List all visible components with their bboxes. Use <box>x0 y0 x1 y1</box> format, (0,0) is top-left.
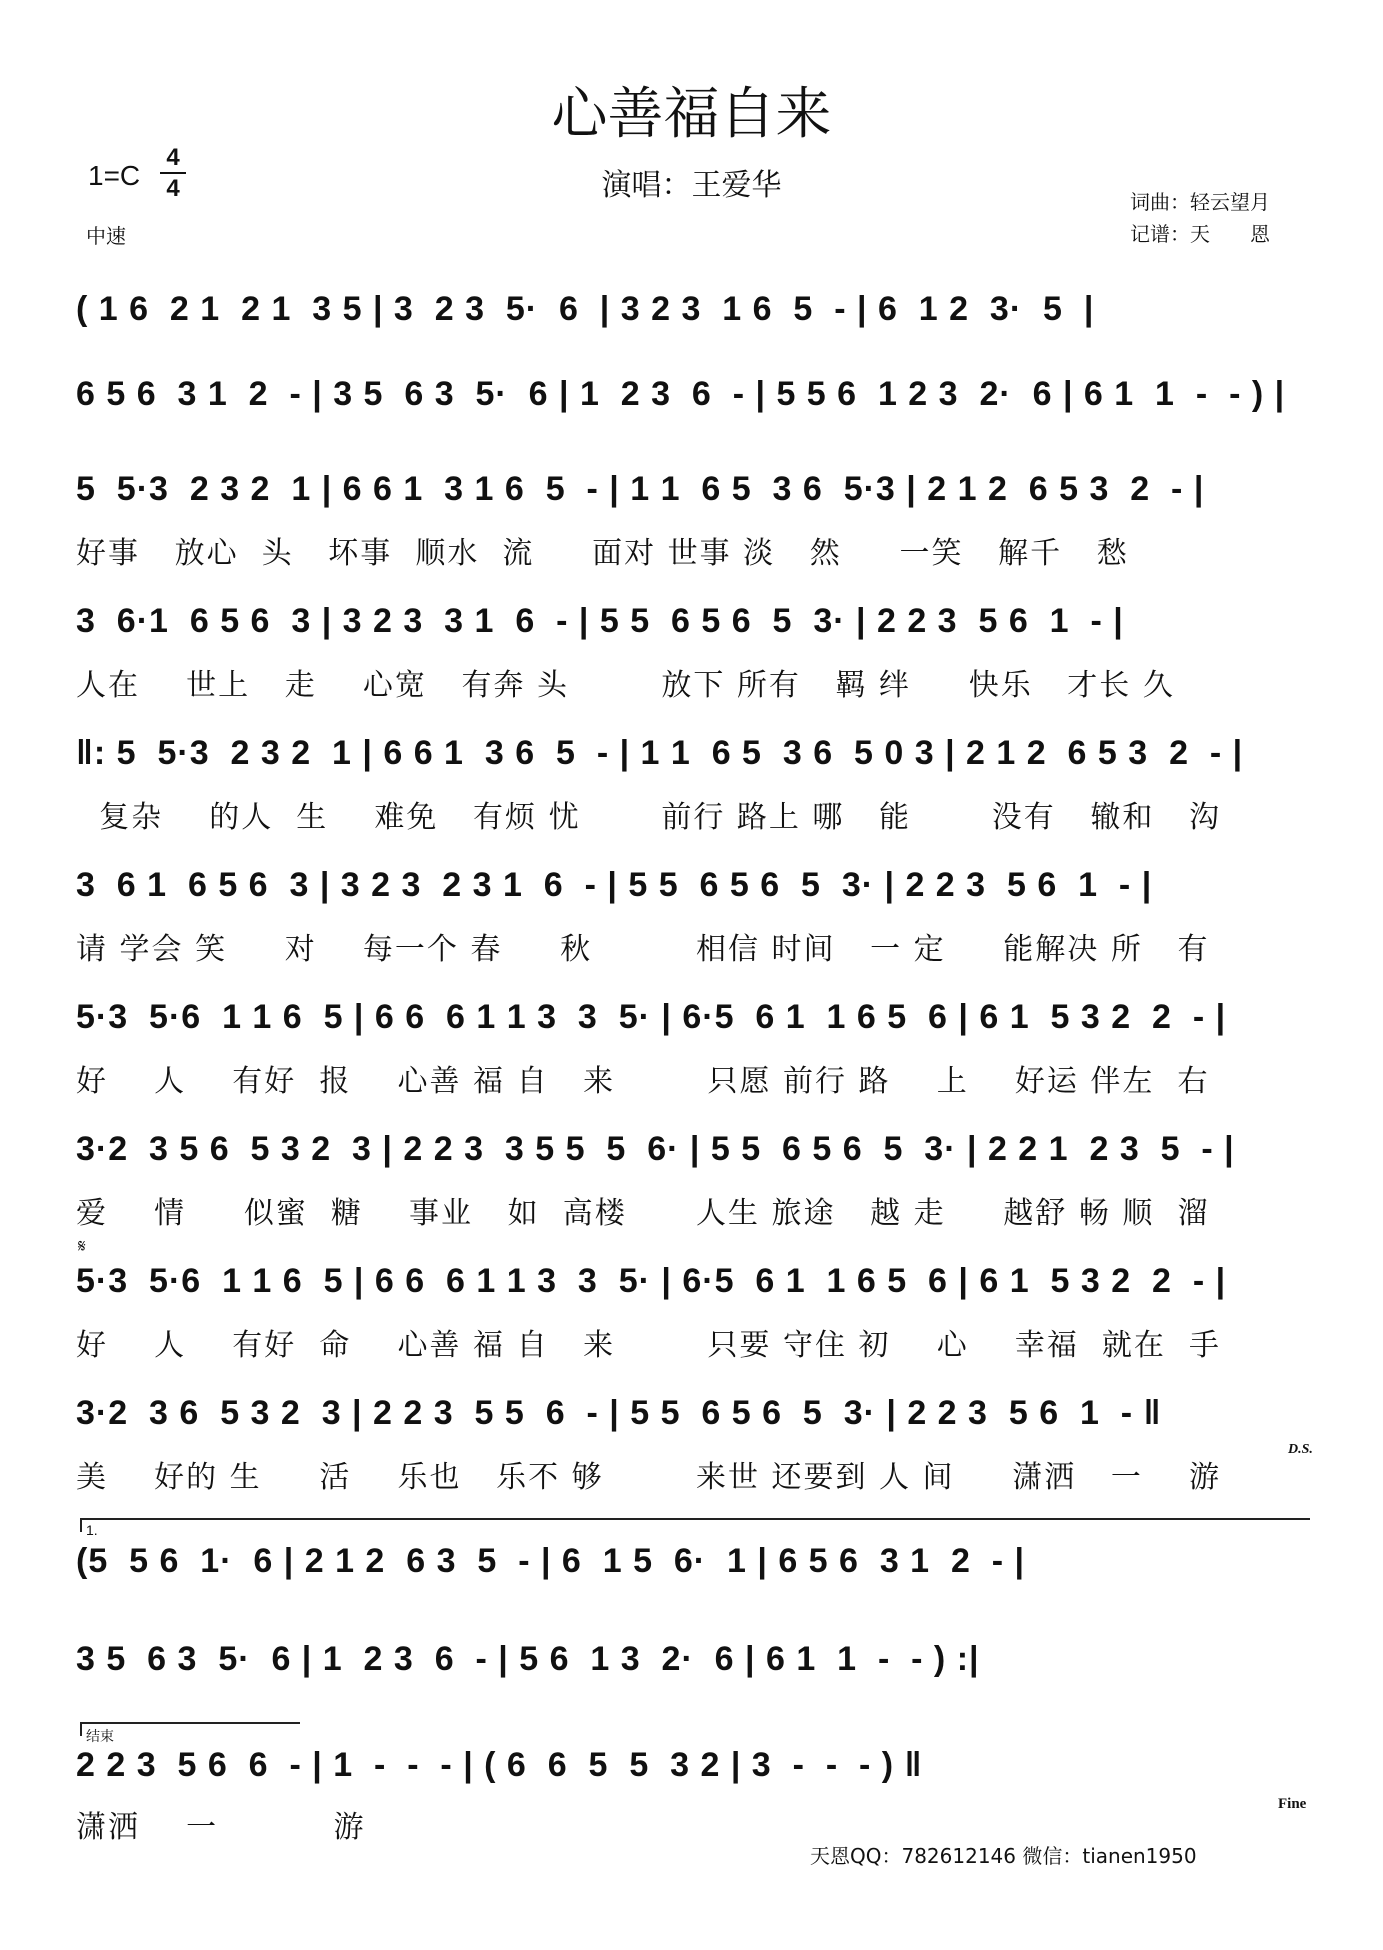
ending-end-bracket <box>80 1722 300 1724</box>
score-row-5-notes: ‖: 5 5·3 2 3 2 1 | 6 6 1 3 6 5 - | 1 1 6 5 3 6 5 0 3 | 2 1 2 6 5 3 2 - | <box>76 734 1244 772</box>
score-row-10-lyrics: 美 好的 生 活 乐也 乐不 够 来世 还要到 人 间 潇洒 一 游 <box>76 1460 1221 1495</box>
score-row-7-lyrics: 好 人 有好 报 心善 福 自 来 只愿 前行 路 上 好运 伴左 右 <box>76 1064 1210 1099</box>
score-row-4-lyrics: 人在 世上 走 心宽 有奔 头 放下 所有 羁 绊 快乐 才长 久 <box>76 668 1175 703</box>
segno-sign: 𝄋 <box>78 1236 86 1257</box>
score-row-13-lyrics: 潇洒 一 游 <box>76 1810 366 1845</box>
score-row-11-notes: (5 5 6 1· 6 | 2 1 2 6 3 5 - | 6 1 5 6· 1 | 6 5 6 3 1 2 - | <box>76 1542 1026 1580</box>
score-row-3-lyrics: 好事 放心 头 坏事 顺水 流 面对 世事 淡 然 一笑 解千 愁 <box>76 536 1129 571</box>
score-row-7-notes: 5·3 5·6 1 1 6 5 | 6 6 6 1 1 3 3 5· | 6·5 6 1 1 6 5 6 | 6 1 5 3 2 2 - | <box>76 998 1227 1036</box>
score-row-13-notes: 2 2 3 5 6 6 - | 1 - - - | ( 6 6 5 5 3 2 | 3 - - - ) ‖ <box>76 1746 923 1784</box>
score-row-12-notes: 3 5 6 3 5· 6 | 1 2 3 6 - | 5 6 1 3 2· 6 | 6 1 1 - - ) :| <box>76 1640 980 1678</box>
score-row-5-lyrics: 复杂 的人 生 难免 有烦 忧 前行 路上 哪 能 没有 辙和 沟 <box>76 800 1221 835</box>
score-row-8-notes: 3·2 3 5 6 5 3 2 3 | 2 2 3 3 5 5 5 6· | 5 5 6 5 6 5 3· | 2 2 1 2 3 5 - | <box>76 1130 1235 1168</box>
time-sig-bottom: 4 <box>166 175 180 202</box>
ending-1-bracket <box>80 1518 1310 1520</box>
score-row-6-notes: 3 6 1 6 5 6 3 | 3 2 3 2 3 1 6 - | 5 5 6 5 6 5 3· | 2 2 3 5 6 1 - | <box>76 866 1153 904</box>
score-row-6-lyrics: 请 学会 笑 对 每一个 春 秋 相信 时间 一 定 能解决 所 有 <box>76 932 1210 967</box>
score-row-4-notes: 3 6·1 6 5 6 3 | 3 2 3 3 1 6 - | 5 5 6 5 6 5 3· | 2 2 3 5 6 1 - | <box>76 602 1124 640</box>
score-row-9-notes: 5·3 5·6 1 1 6 5 | 6 6 6 1 1 3 3 5· | 6·5 6 1 1 6 5 6 | 6 1 5 3 2 2 - | <box>76 1262 1227 1300</box>
time-sig-top: 4 <box>166 144 180 171</box>
score-row-1-notes: ( 1 6 2 1 2 1 3 5 | 3 2 3 5· 6 | 3 2 3 1 6 5 - | 6 1 2 3· 5 | <box>76 290 1095 328</box>
score-row-2-notes: 6 5 6 3 1 2 - | 3 5 6 3 5· 6 | 1 2 3 6 - | 5 5 6 1 2 3 2· 6 | 6 1 1 - - ) | <box>76 375 1286 413</box>
score-row-10-notes: 3·2 3 6 5 3 2 3 | 2 2 3 5 5 6 - | 5 5 6 5 6 5 3· | 2 2 3 5 6 1 - ‖ <box>76 1394 1162 1432</box>
score-row-8-lyrics: 爱 情 似蜜 糖 事业 如 高楼 人生 旅途 越 走 越舒 畅 顺 溜 <box>76 1196 1210 1231</box>
time-sig-bar <box>160 172 186 174</box>
tempo-marking: 中速 <box>86 224 126 248</box>
ending-end-label: 结束 <box>86 1728 114 1744</box>
score-row-9-lyrics: 好 人 有好 命 心善 福 自 来 只要 守住 初 心 幸福 就在 手 <box>76 1328 1221 1363</box>
ds-marking: D.S. <box>1288 1442 1313 1457</box>
singer-line: 演唱：王爱华 <box>601 168 782 203</box>
contact-footer: 天恩QQ：782612146 微信：tianen1950 <box>810 1844 1197 1868</box>
time-signature <box>160 146 186 201</box>
fine-marking: Fine <box>1278 1796 1307 1812</box>
ending-1-bracket-hook <box>80 1518 82 1532</box>
song-title: 心善福自来 <box>551 82 832 147</box>
key-signature: 1=C <box>88 160 141 191</box>
credit-lyrics-music: 词曲：轻云望月 <box>1130 190 1270 214</box>
ending-1-label: 1. <box>86 1522 98 1538</box>
credit-transcriber: 记谱：天 恩 <box>1130 222 1270 246</box>
ending-end-bracket-hook <box>80 1722 82 1736</box>
score-row-3-notes: 5 5·3 2 3 2 1 | 6 6 1 3 1 6 5 - | 1 1 6 5 3 6 5·3 | 2 1 2 6 5 3 2 - | <box>76 470 1205 508</box>
